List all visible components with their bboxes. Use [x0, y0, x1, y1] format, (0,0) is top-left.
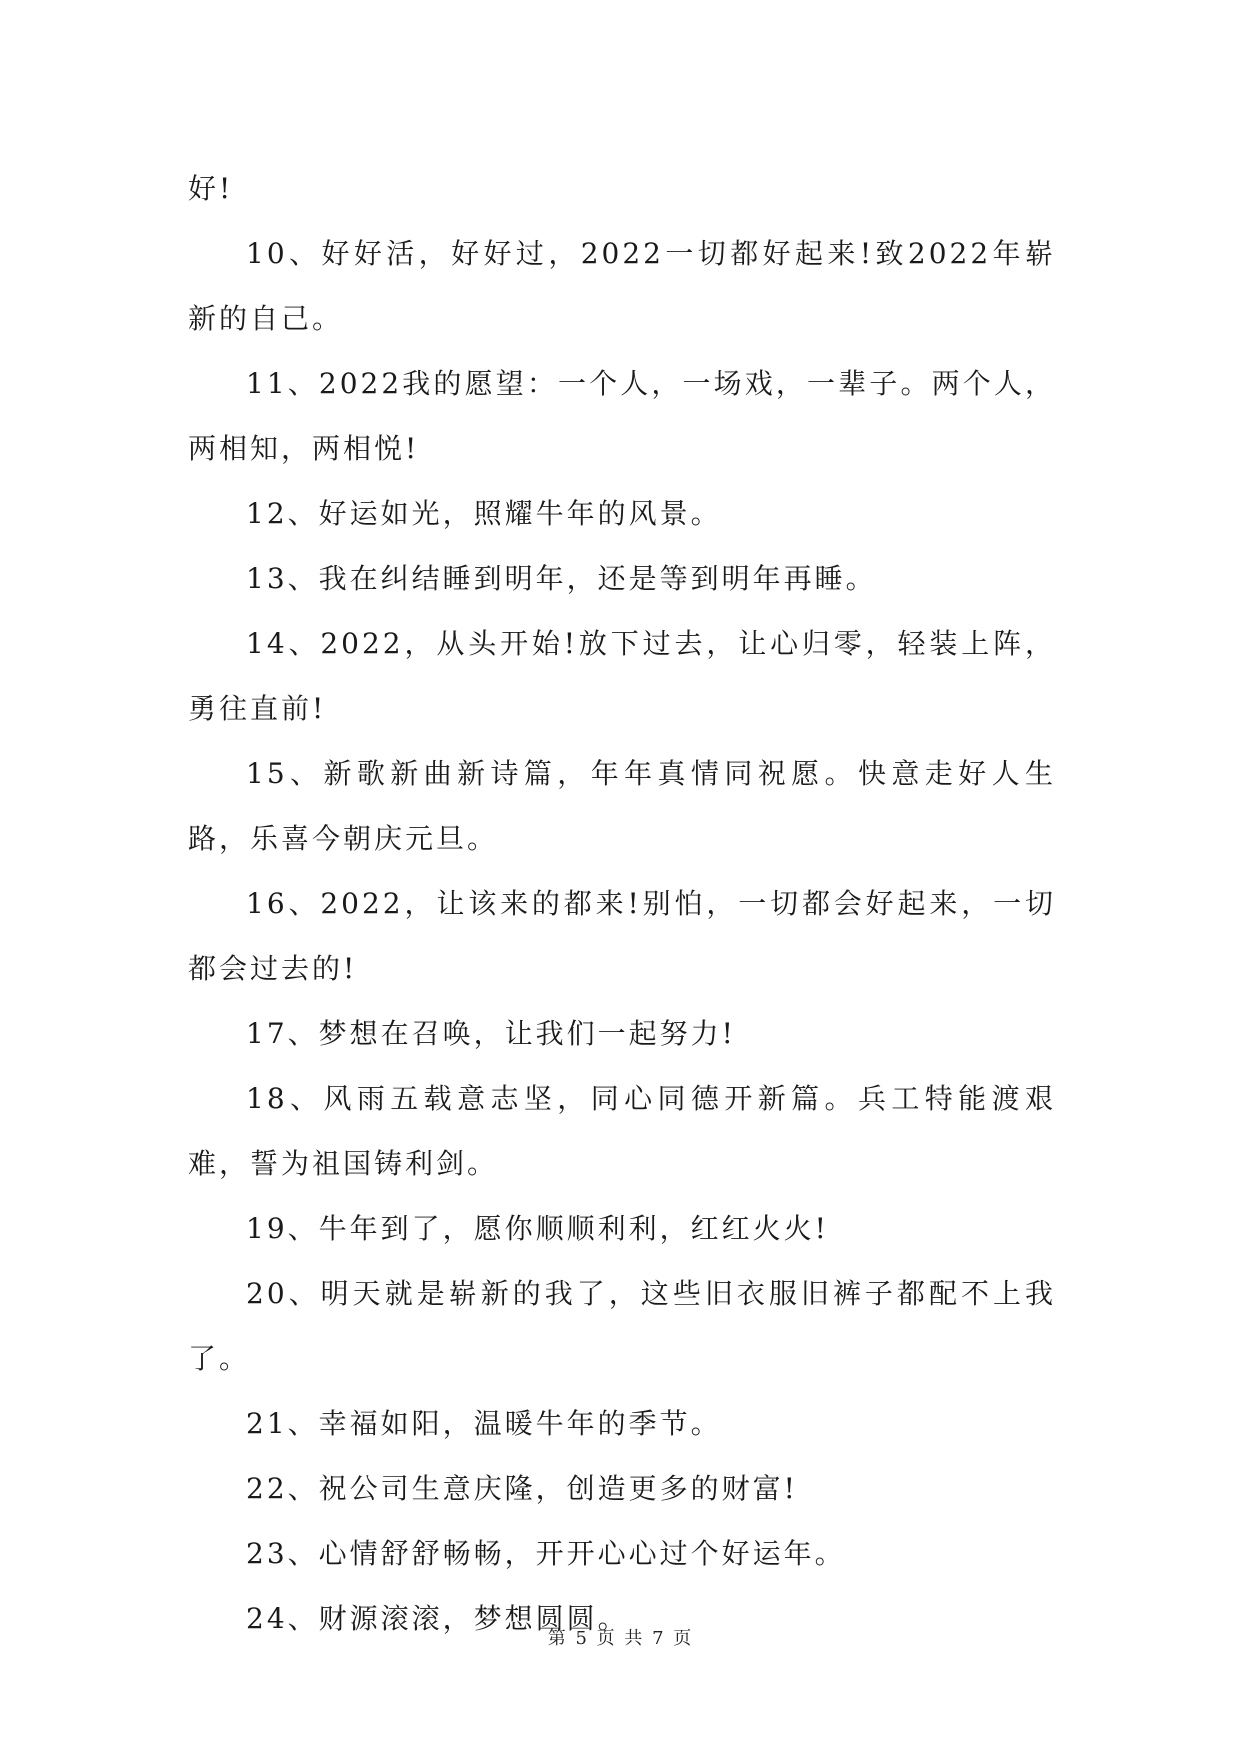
- paragraph: 21、幸福如阳，温暖牛年的季节。: [246, 1407, 722, 1440]
- document-body: [188, 156, 1056, 1651]
- paragraph: 13、我在纠结睡到明年，还是等到明年再睡。: [246, 562, 877, 595]
- paragraph: 好!: [188, 172, 234, 205]
- paragraph: 20、明天就是崭新的我了，这些旧衣服旧裤子都配不上我了。: [188, 1277, 1056, 1375]
- paragraph: 17、梦想在召唤，让我们一起努力!: [246, 1017, 736, 1050]
- paragraph: 15、新歌新曲新诗篇，年年真情同祝愿。快意走好人生路，乐喜今朝庆元旦。: [188, 757, 1056, 855]
- paragraph: 12、好运如光，照耀牛年的风景。: [246, 497, 722, 530]
- paragraph: 22、祝公司生意庆隆，创造更多的财富!: [246, 1472, 798, 1505]
- paragraph: 18、风雨五载意志坚，同心同德开新篇。兵工特能渡艰难，誓为祖国铸利剑。: [188, 1082, 1056, 1180]
- paragraph: 24、财源滚滚，梦想圆圆。: [246, 1602, 629, 1635]
- paragraph: 11、2022我的愿望：一个人，一场戏，一辈子。两个人，两相知，两相悦!: [188, 367, 1056, 465]
- paragraph: 16、2022，让该来的都来!别怕，一切都会好起来，一切都会过去的!: [188, 887, 1056, 985]
- paragraph: 19、牛年到了，愿你顺顺利利，红红火火!: [246, 1212, 829, 1245]
- paragraph: 23、心情舒舒畅畅，开开心心过个好运年。: [246, 1537, 846, 1570]
- page-footer: 第 5 页 共 7 页: [547, 1628, 694, 1649]
- paragraph: 10、好好活，好好过，2022一切都好起来!致2022年崭新的自己。: [188, 237, 1056, 335]
- paragraph: 14、2022，从头开始!放下过去，让心归零，轻装上阵，勇往直前!: [188, 627, 1056, 725]
